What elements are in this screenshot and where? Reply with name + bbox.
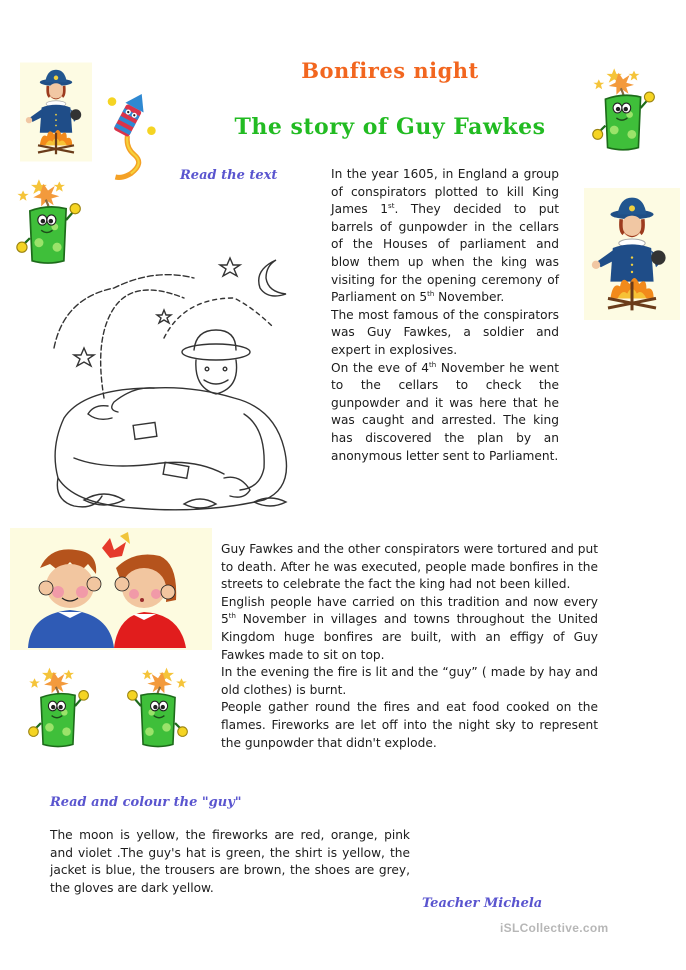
firecracker-character-icon	[26, 660, 90, 752]
watermark: iSLCollective.com	[500, 921, 609, 935]
paragraph: In the year 1605, in England a group of conspirators plotted to kill King James 1st. They decided to put barrels of gunpowder in the cellars of the Houses of parliament and blow them up when the king was visiting for the opening ceremony of Parliament on 5th November.	[331, 167, 559, 305]
page-title: Bonfires night	[301, 58, 479, 83]
read-and-colour-heading: Read and colour the "guy"	[50, 795, 242, 810]
tradition-text	[221, 541, 598, 752]
story-text	[331, 166, 559, 465]
guy-on-bonfire-colouring-drawing	[44, 238, 316, 520]
read-the-text-heading: Read the text	[180, 168, 278, 183]
firecracker-character-icon	[126, 660, 190, 752]
paragraph: On the eve of 4th November he went to the cellars to check the gunpowder and it was here that he was caught and arrested. The king has discovered the plan by an anonymous letter sent to Parliament.	[331, 360, 560, 463]
paragraph: In the evening the fire is lit and the “guy” ( made by hay and old clothes) is burnt.	[221, 665, 598, 697]
page-subtitle: The story of Guy Fawkes	[234, 114, 546, 140]
colour-instructions: The moon is yellow, the fireworks are red, orange, pink and violet .The guy's hat is green, the shirt is yellow, the jacket is blue, the trousers are brown, the shoes are grey, the gloves are dark yellow.	[50, 828, 410, 895]
guy-fawkes-effigy-icon	[20, 62, 92, 162]
paragraph: Guy Fawkes and the other conspirators were tortured and put to death. After he was executed, people made bonfires in the streets to celebrate the fact the king had not been killed.	[221, 542, 598, 592]
paragraph: The most famous of the conspirators was Guy Fawkes, a soldier and expert in explosives.	[331, 307, 559, 357]
firework-rocket-icon	[100, 76, 160, 194]
children-covering-ears-icon	[10, 528, 212, 650]
author-signature: Teacher Michela	[422, 896, 543, 911]
paragraph: English people have carried on this tradition and now every 5th November in villages and towns throughout the United Kingdom huge bonfires are built, with an effigy of Guy Fawkes made to sit on top.	[221, 594, 598, 662]
paragraph: People gather round the fires and eat food cooked on the flames. Fireworks are let off into the night sky to represent the gunpowder that didn't explode.	[221, 700, 598, 750]
guy-fawkes-effigy-icon	[584, 186, 680, 322]
